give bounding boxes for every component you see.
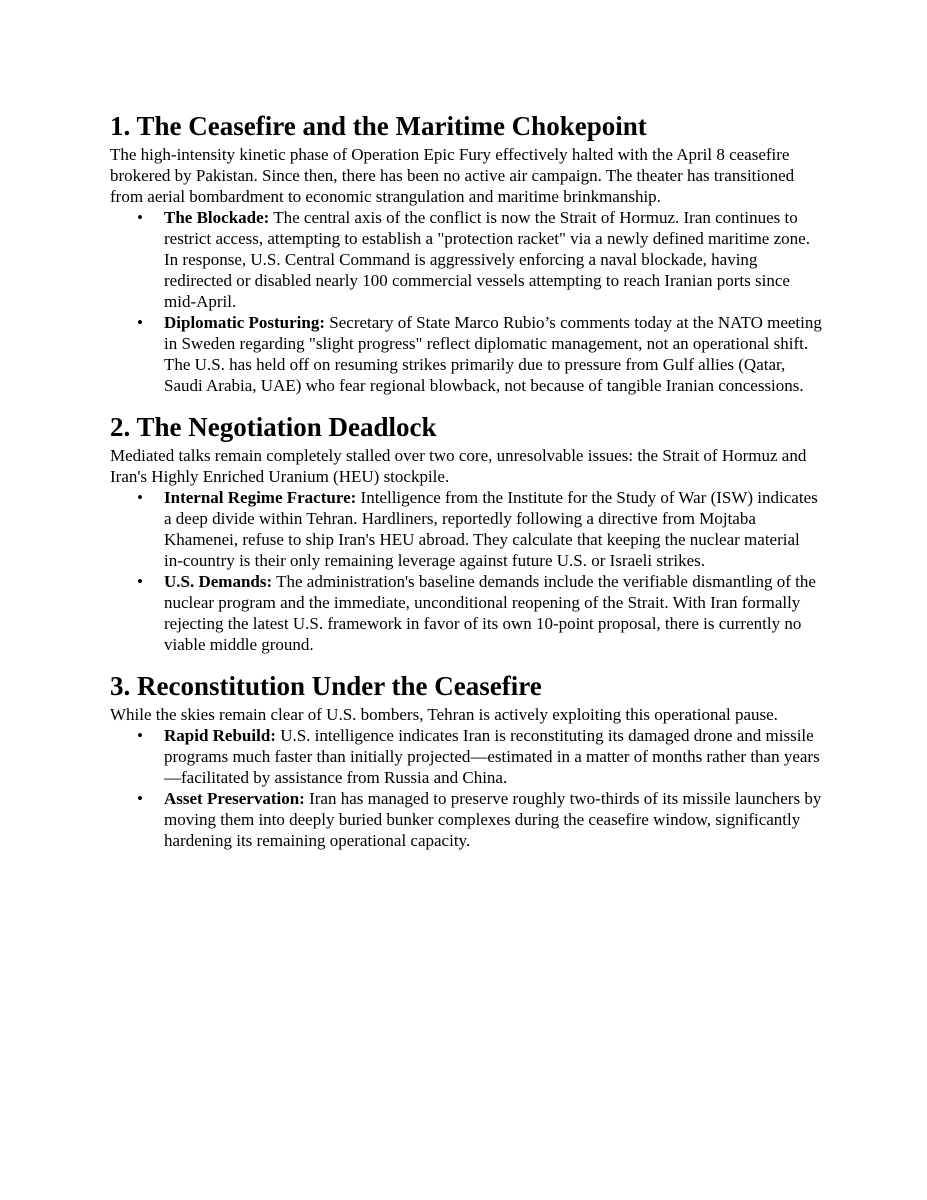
bullet-item-diplomatic-posturing	[110, 312, 822, 396]
bullet-icon: •	[137, 789, 143, 808]
section-1-bullet-list	[110, 207, 822, 396]
bullet-text: Intelligence from the Institute for the Study of War (ISW) indicates a deep divide within Tehran. Hardliners, reportedly following a directive from Mojtaba Khamenei, refuse to ship Iran's HEU abroad. They calculate that keeping the nuclear material in-country is their only remaining leverage against future U.S. or Israeli strikes.	[164, 488, 818, 570]
bullet-term: The Blockade:	[164, 208, 270, 227]
section-3-bullet-list	[110, 725, 822, 851]
bullet-term: Rapid Rebuild:	[164, 726, 276, 745]
bullet-item-rapid-rebuild	[110, 725, 822, 788]
bullet-text: U.S. intelligence indicates Iran is reconstituting its damaged drone and missile programs much faster than initially projected—estimated in a matter of months rather than years—facilitated by assistance from Russia and China.	[164, 726, 820, 787]
bullet-term: Asset Preservation:	[164, 789, 305, 808]
section-2-intro: Mediated talks remain completely stalled over two core, unresolvable issues: the Strait of Hormuz and Iran's Highly Enriched Uranium (HEU) stockpile.	[110, 446, 807, 486]
bullet-text: The administration's baseline demands include the verifiable dismantling of the nuclear program and the immediate, unconditional reopening of the Strait. With Iran formally rejecting the latest U.S. framework in favor of its own 10-point proposal, there is currently no viable middle ground.	[164, 572, 816, 654]
section-3-intro: While the skies remain clear of U.S. bombers, Tehran is actively exploiting this operational pause.	[110, 705, 778, 724]
bullet-term: Internal Regime Fracture:	[164, 488, 357, 507]
section-3-heading: 3. Reconstitution Under the Ceasefire	[110, 671, 542, 701]
bullet-icon: •	[137, 572, 143, 591]
bullet-icon: •	[137, 313, 143, 332]
section-2-heading: 2. The Negotiation Deadlock	[110, 412, 437, 442]
bullet-text: Iran has managed to preserve roughly two-thirds of its missile launchers by moving them into deeply buried bunker complexes during the ceasefire window, significantly hardening its remaining operational capacity.	[164, 789, 822, 850]
section-1-heading: 1. The Ceasefire and the Maritime Chokepoint	[110, 111, 647, 141]
bullet-item-asset-preservation	[110, 788, 822, 851]
bullet-icon: •	[137, 726, 143, 745]
bullet-term: Diplomatic Posturing:	[164, 313, 326, 332]
bullet-icon: •	[137, 208, 143, 227]
bullet-item-internal-regime-fracture	[110, 487, 822, 571]
bullet-term: U.S. Demands:	[164, 572, 273, 591]
document-page	[110, 108, 822, 851]
bullet-item-blockade	[110, 207, 822, 312]
bullet-text: Secretary of State Marco Rubio’s comments today at the NATO meeting in Sweden regarding "slight progress" reflect diplomatic management, not an operational shift. The U.S. has held off on resuming strikes primarily due to pressure from Gulf allies (Qatar, Saudi Arabia, UAE) who fear regional blowback, not because of tangible Iranian concessions.	[164, 313, 822, 395]
bullet-icon: •	[137, 488, 143, 507]
bullet-item-us-demands	[110, 571, 822, 655]
bullet-text: The central axis of the conflict is now the Strait of Hormuz. Iran continues to restrict access, attempting to establish a "protection racket" via a newly defined maritime zone. In response, U.S. Central Command is aggressively enforcing a naval blockade, having redirected or disabled nearly 100 commercial vessels attempting to reach Iranian ports since mid-April.	[164, 208, 810, 311]
section-2-bullet-list	[110, 487, 822, 655]
section-1-intro: The high-intensity kinetic phase of Operation Epic Fury effectively halted with the April 8 ceasefire brokered by Pakistan. Since then, there has been no active air campaign. The theater has transitioned from aerial bombardment to economic strangulation and maritime brinkmanship.	[110, 145, 795, 206]
